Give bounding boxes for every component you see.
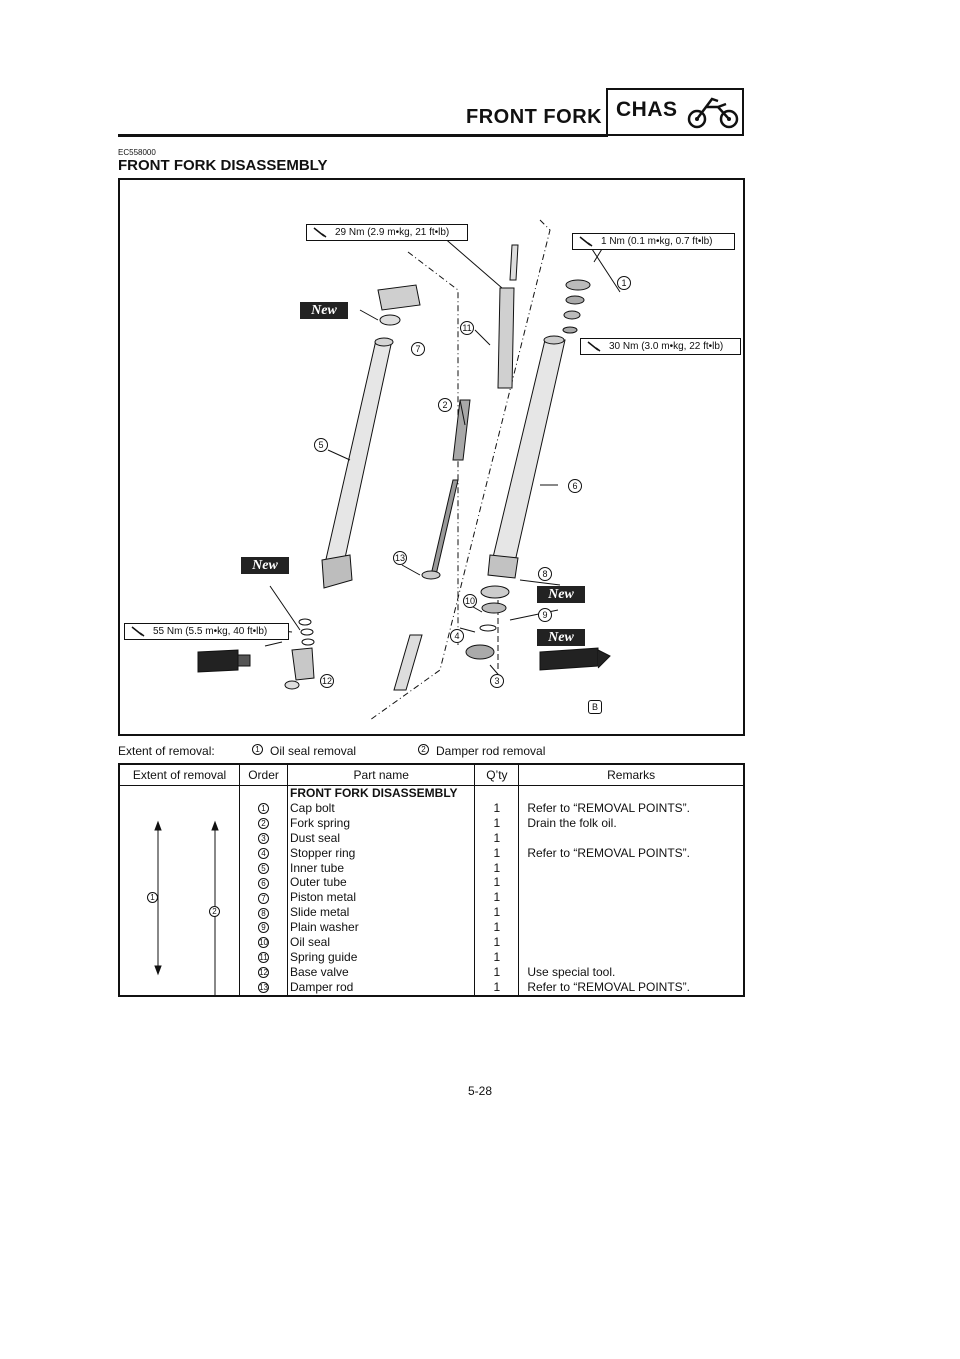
extent-mark-1: 1 (147, 892, 158, 903)
part-name-cell: Cap bolt (287, 801, 474, 816)
callout-5: 5 (314, 438, 328, 452)
extent-of-removal-legend (118, 744, 758, 760)
part-name-cell: Piston metal (287, 890, 474, 905)
order-cell (240, 786, 288, 801)
callout-1: 1 (617, 276, 631, 290)
extent-mark-2: 2 (209, 906, 220, 917)
parts-body (119, 786, 744, 996)
part-name-cell: Dust seal (287, 831, 474, 846)
part-name-cell: Fork spring (287, 816, 474, 831)
order-cell (240, 831, 288, 846)
part-name-cell: Damper rod (287, 980, 474, 996)
order-cell (240, 935, 288, 950)
callout-7: 7 (411, 342, 425, 356)
order-number: 1 (258, 803, 269, 814)
remark-cell: Refer to “REMOVAL POINTS”. (519, 846, 744, 861)
remark-cell (519, 890, 744, 905)
part-name-cell: Base valve (287, 965, 474, 980)
section-tag-label: CHAS (616, 98, 678, 121)
remark-cell (519, 861, 744, 876)
order-cell (240, 801, 288, 816)
document-code: EC558000 (118, 148, 156, 157)
callout-3: 3 (490, 674, 504, 688)
remark-cell (519, 935, 744, 950)
qty-cell: 1 (475, 831, 519, 846)
qty-cell: 1 (475, 890, 519, 905)
order-number: 10 (259, 938, 268, 948)
order-cell (240, 846, 288, 861)
section-title: FRONT FORK DISASSEMBLY (118, 157, 328, 174)
remark-cell (519, 950, 744, 965)
remark-cell (519, 905, 744, 920)
remark-cell: Drain the folk oil. (519, 816, 744, 831)
group-title: FRONT FORK DISASSEMBLY (287, 786, 474, 801)
order-cell (240, 875, 288, 890)
motorcycle-icon (686, 95, 740, 131)
qty-cell: 1 (475, 875, 519, 890)
order-number: 2 (258, 818, 269, 829)
wrench-icon (313, 227, 327, 238)
remark-cell: Refer to “REMOVAL POINTS”. (519, 980, 744, 996)
callout-12: 12 (321, 676, 332, 686)
qty-cell (475, 786, 519, 801)
remark-cell: Refer to “REMOVAL POINTS”. (519, 801, 744, 816)
order-number: 13 (259, 983, 268, 993)
remark-cell: Use special tool. (519, 965, 744, 980)
fork-illustration (120, 180, 743, 734)
part-name-cell: Spring guide (287, 950, 474, 965)
col-part-name: Part name (287, 764, 474, 786)
order-cell (240, 965, 288, 980)
part-name-cell: Slide metal (287, 905, 474, 920)
group-title-row (119, 786, 744, 801)
new-badge: New (241, 557, 289, 574)
remark-cell (519, 875, 744, 890)
qty-cell: 1 (475, 950, 519, 965)
qty-cell: 1 (475, 861, 519, 876)
torque-text-4: 55 Nm (5.5 m•kg, 40 ft•lb) (153, 626, 268, 637)
extent-arrows (120, 786, 241, 996)
grease-b-icon: B (588, 700, 602, 714)
page-header-title: FRONT FORK (466, 106, 603, 128)
extent-text-2: Damper rod removal (436, 744, 546, 758)
torque-label-2 (572, 233, 735, 250)
order-cell (240, 861, 288, 876)
part-name-cell: Stopper ring (287, 846, 474, 861)
qty-cell: 1 (475, 920, 519, 935)
order-cell (240, 816, 288, 831)
remark-cell (519, 920, 744, 935)
order-number: 5 (258, 863, 269, 874)
wrench-icon (131, 626, 145, 637)
extent-text-1: Oil seal removal (270, 744, 357, 758)
part-name-cell: Plain washer (287, 920, 474, 935)
callout-10: 10 (464, 596, 475, 606)
qty-cell: 1 (475, 980, 519, 996)
callout-9: 9 (538, 608, 552, 622)
qty-cell: 1 (475, 935, 519, 950)
order-cell (240, 950, 288, 965)
part-name-cell: Inner tube (287, 861, 474, 876)
wrench-icon (587, 341, 601, 352)
col-qty: Q’ty (475, 764, 519, 786)
torque-text-1: 29 Nm (2.9 m•kg, 21 ft•lb) (335, 227, 450, 238)
qty-cell: 1 (475, 905, 519, 920)
qty-cell: 1 (475, 801, 519, 816)
part-name-cell: Oil seal (287, 935, 474, 950)
new-badge: New (537, 586, 585, 603)
exploded-diagram (118, 178, 745, 736)
remark-cell (519, 831, 744, 846)
torque-text-3: 30 Nm (3.0 m•kg, 22 ft•lb) (609, 341, 724, 352)
extent-num-2: 2 (418, 744, 429, 755)
torque-label-3 (580, 338, 741, 355)
parts-table (118, 763, 745, 997)
extent-num-1: 1 (252, 744, 263, 755)
wrench-icon (579, 236, 593, 247)
new-badge: New (537, 629, 585, 646)
remark-cell (519, 786, 744, 801)
torque-label-1 (306, 224, 468, 241)
order-cell (240, 905, 288, 920)
order-number: 12 (259, 968, 268, 978)
order-cell (240, 890, 288, 905)
page-number: 5-28 (467, 1084, 493, 1098)
callout-13: 13 (394, 553, 405, 563)
callout-11: 11 (460, 321, 474, 335)
new-badge: New (300, 302, 348, 319)
order-cell (240, 980, 288, 996)
qty-cell: 1 (475, 846, 519, 861)
order-number: 3 (258, 833, 269, 844)
callout-4: 4 (450, 629, 464, 643)
torque-text-2: 1 Nm (0.1 m•kg, 0.7 ft•lb) (601, 236, 713, 247)
order-number: 7 (258, 893, 269, 904)
order-number: 9 (258, 922, 269, 933)
callout-6: 6 (568, 479, 582, 493)
callout-8: 8 (538, 567, 552, 581)
callout-2: 2 (438, 398, 452, 412)
order-number: 4 (258, 848, 269, 859)
torque-label-4 (124, 623, 289, 640)
qty-cell: 1 (475, 816, 519, 831)
col-order: Order (240, 764, 288, 786)
order-number: 11 (259, 953, 268, 963)
header-rule (118, 134, 608, 137)
table-header-row (119, 764, 744, 786)
order-number: 6 (258, 878, 269, 889)
col-remarks: Remarks (519, 764, 744, 786)
part-name-cell: Outer tube (287, 875, 474, 890)
extent-label: Extent of removal: (118, 744, 215, 758)
extent-cell (119, 786, 240, 996)
col-extent: Extent of removal (119, 764, 240, 786)
order-cell (240, 920, 288, 935)
qty-cell: 1 (475, 965, 519, 980)
order-number: 8 (258, 908, 269, 919)
